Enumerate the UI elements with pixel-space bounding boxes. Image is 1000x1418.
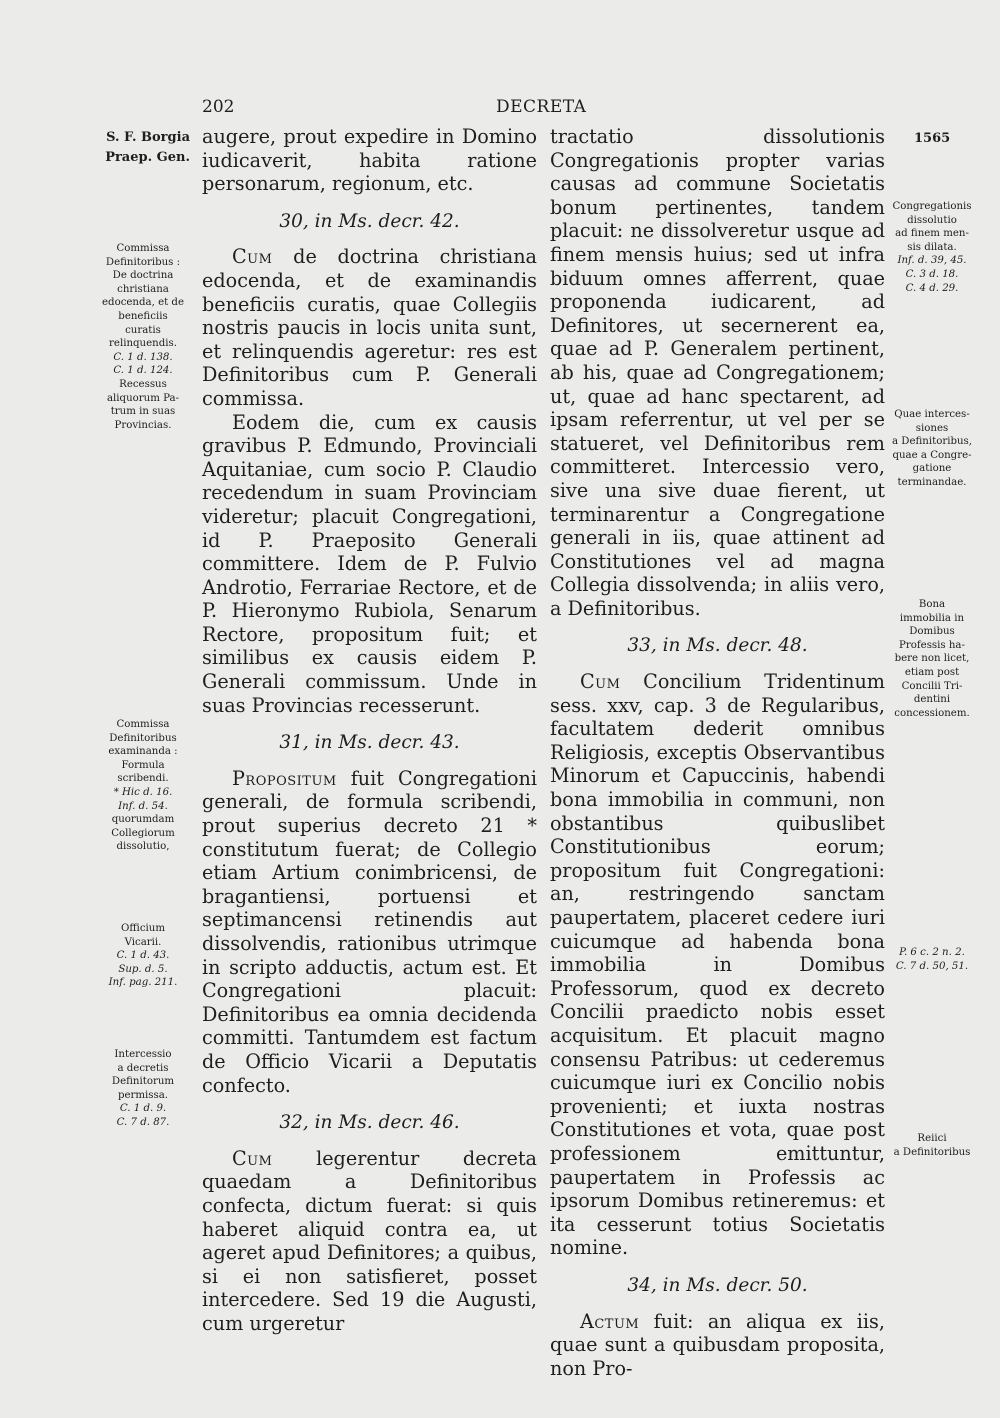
margin-note-line: aliquorum Pa- [106,392,180,404]
margin-note-line: immobilia in [899,612,965,624]
margin-note-line: terminandae. [897,476,967,488]
margin-reference: P. 6 c. 2 n. 2. [899,947,965,958]
margin-note-line: permissa. [117,1089,169,1101]
margin-note-line: quorumdam [111,814,175,826]
margin-note-line: Definitoribus [109,732,177,744]
margin-reference: Inf. pag. 211. [108,977,178,989]
header-note-line: Praep. Gen. [105,150,190,165]
margin-note-left-2 [96,718,190,854]
margin-note-line: Provincias. [114,419,172,431]
margin-reference: Sup. d. 5. [118,963,168,975]
margin-note-line: Formula [121,759,165,771]
body-paragraph [550,670,885,1260]
margin-note-left-3 [96,922,190,990]
paragraph-text: legerentur decreta quaedam a Definitoribus confecta, dictum fuerat: si quis haberet aliquid contra ea, ut ageret apud Definitores; a quibus, si ei non satisfieret, posset intercedere. Sed 19 die Augusti, cum urgeretur [202,1146,537,1335]
margin-note-right-5 [880,1132,984,1159]
margin-note-right-4 [880,946,984,973]
right-column [550,125,885,1380]
margin-reference: C. 1 d. 9. [119,1103,167,1115]
paragraph-text: Eodem die, cum ex causis gravibus P. Edmundo, Provinciali Aquitaniae, cum socio P. Claudio recedendum in suam Provinciam videretur; placuit Congregationi, id P. Praeposito Generali committere. Idem de P. Fulvio Androtio, Ferrariae Rectore, et de P. Hieronymo Rubiola, Senarum Rectore, propositum fuit; et similibus ex causis eidem P. Generali commissum. Unde in suas Provincias recesserunt. [202,410,537,717]
margin-note-line: trum in suas [110,406,176,418]
margin-note-line: De doctrina [112,270,174,282]
margin-note-line: Reiici [917,1133,947,1144]
margin-reference: Inf. d. 39, 45. [897,255,967,267]
decree-heading: 34, in Ms. decr. 50. [627,1274,808,1296]
body-paragraph [202,1147,537,1336]
paragraph-text: tractatio dissolutionis Congregationis propter varias causas ad commune Societatis bonum pertinentes, tandem placuit: ne dissolveretur usque ad finem mensis huius; sed ut infra biduum omnes afferrent, quae proponenda iudicarent, ad Definitores, ut secernerent ea, quae ad P. Generalem pertinent, ab his, quae ad Congregationem; ut, quae ad hanc spectarent, ad ipsam referrentur, ut vel per se statueret, vel Definitoribus rem committeret. Intercessio vero, sive una sive duae fierent, ut terminarentur a Congregatione generali in iis, quae attinent ad Constitutiones vel ad magna Collegia dissolvenda; in aliis vero, a Definitoribus. [550,125,885,620]
margin-reference: C. 4 d. 29. [905,282,959,294]
margin-note-line: edocenda, et de [102,297,184,309]
margin-note-line: bere non licet, [894,653,970,665]
margin-reference: C. 1 d. 43. [116,950,170,962]
margin-note-line: scribendi. [117,773,169,785]
margin-reference: C. 1 d. 138. [113,351,173,363]
margin-note-line: quae a Congre- [892,449,972,461]
margin-note-left-4 [96,1048,190,1130]
body-paragraph [550,1310,885,1381]
margin-note-line: siones [915,422,949,434]
body-paragraph [202,767,537,1097]
margin-note-line: curatis [125,324,161,336]
margin-note-line: Bona [918,599,946,610]
margin-note-line: Quae interces- [894,409,970,420]
paragraph-text: fuit: an aliqua ex iis, quae sunt a quibusdam proposita, non Pro- [550,1309,885,1380]
paragraph-text: augere, prout expedire in Domino iudicaverit, habita ratione personarum, regionum, etc. [202,125,537,196]
header-note [80,128,190,168]
margin-note-line: concessionem. [894,707,970,719]
margin-note-line: relinquendis. [109,338,177,350]
margin-note-line: Professis ha- [899,639,965,651]
paragraph-text: Concilium Tridentinum sess. xxv, cap. 3 de Regularibus, facultatem dederit omnibus Religiosis, exceptis Observantibus Minorum et Capuccinis, habendi bona immobilia in communi, non obstantibus quibuslibet Constitutionibus eorum; propositum fuit Congregationi: an, restringendo sanctam paupertatem, placeret cedere iuri cuicumque ad habenda bona immobilia in Domibus Professorum, quod ex decreto Concilii praedicto nobis esset acquisitum. Et placuit magno consensu Patribus: ut cederemus cuicumque iuri ex Concilio nobis provenienti; et iuxta nostras Constitutiones et vota, quae post professionem emittuntur, paupertatem in Professis ac ipsorum Domibus retineremus: et ita cesserunt totius Societatis nomine. [550,670,885,1260]
paragraph-text: fuit Congregationi generali, de formula scribendi, prout superius decreto 21 * constitutum fuerat; de Collegio etiam Artium conimbricensi, de bragantiensi, portuensi et septimancensi retinendis aut dissolvendis, rationibus utrimque in scripto adductis, actum est. Et Congregationi placuit: Definitoribus ea omnia decidenda committi. Tantumdem est factum de Officio Vicarii a Deputatis confecto. [202,766,537,1097]
margin-note-line: Vicarii. [124,936,162,948]
margin-reference: C. 7 d. 50, 51. [895,960,969,972]
paragraph-text: de doctrina christiana edocenda, et de examinandis beneficiis curatis, quae Collegiis nostris paucis in locis unita sunt, et relinquendis ageretur: res est Definitoribus cum P. Generali commissa. [202,245,537,410]
margin-reference: C. 3 d. 18. [905,268,959,280]
body-paragraph [202,411,537,718]
margin-note-right-1 [880,200,984,295]
decree-heading: 31, in Ms. decr. 43. [279,732,460,754]
margin-note-line: ad finem men- [895,228,969,240]
margin-note-line: gatione [912,463,952,475]
body-paragraph [550,125,885,620]
header-note-line: S. F. Borgia [106,130,190,145]
margin-note-line: christiana [117,283,169,295]
margin-note-line: Collegiorum [111,827,175,839]
margin-reference: C. 1 d. 124. [113,365,173,377]
margin-note-right-2 [880,408,984,490]
paragraph-lead-word: Propositum [232,766,337,790]
paragraph-lead-word: Actum [580,1309,640,1333]
margin-note-line: sis dilata. [907,241,957,253]
margin-note-line: a Definitoribus [893,1146,971,1158]
margin-reference: Inf. d. 54. [118,800,168,812]
left-column [202,125,537,1336]
margin-note-line: Commissa [116,243,170,254]
decree-heading: 30, in Ms. decr. 42. [279,210,460,232]
decree-heading: 32, in Ms. decr. 46. [279,1112,460,1134]
margin-reference: C. 7 d. 87. [116,1116,170,1128]
margin-note-line: Congregationis [892,201,972,212]
paragraph-lead-word: Cum [580,670,621,694]
margin-note-line: etiam post [904,666,960,678]
margin-note-line: dissolutio, [116,841,170,853]
margin-note-right-3 [880,598,984,720]
margin-note-line: dentini [913,694,951,706]
paragraph-lead-word: Cum [232,1146,273,1170]
margin-note-line: Commissa [116,719,170,730]
margin-note-line: Recessus [119,378,167,390]
margin-note-line: examinanda : [108,746,178,758]
margin-note-line: a Definitoribus, [891,436,973,448]
running-head: DECRETA [496,97,587,117]
paragraph-lead-word: Cum [232,245,273,269]
margin-note-line: Definitoribus : [105,256,181,268]
margin-note-line: Intercessio [114,1049,172,1060]
margin-note-line: dissolutio [907,214,957,226]
year-label: 1565 [914,131,951,146]
page-number: 202 [202,97,235,117]
body-paragraph [202,125,537,196]
margin-note-line: a decretis [117,1062,169,1074]
margin-note-line: Officium [120,923,166,934]
margin-note-line: beneficiis [118,310,168,322]
margin-note-left-1 [96,242,190,432]
margin-note-line: Concilii Tri- [901,680,963,692]
body-paragraph [202,245,537,410]
margin-reference: * Hic d. 16. [113,786,173,798]
decree-heading: 33, in Ms. decr. 48. [627,635,808,657]
margin-note-line: Domibus [909,626,955,638]
margin-note-line: Definitorum [111,1076,175,1088]
